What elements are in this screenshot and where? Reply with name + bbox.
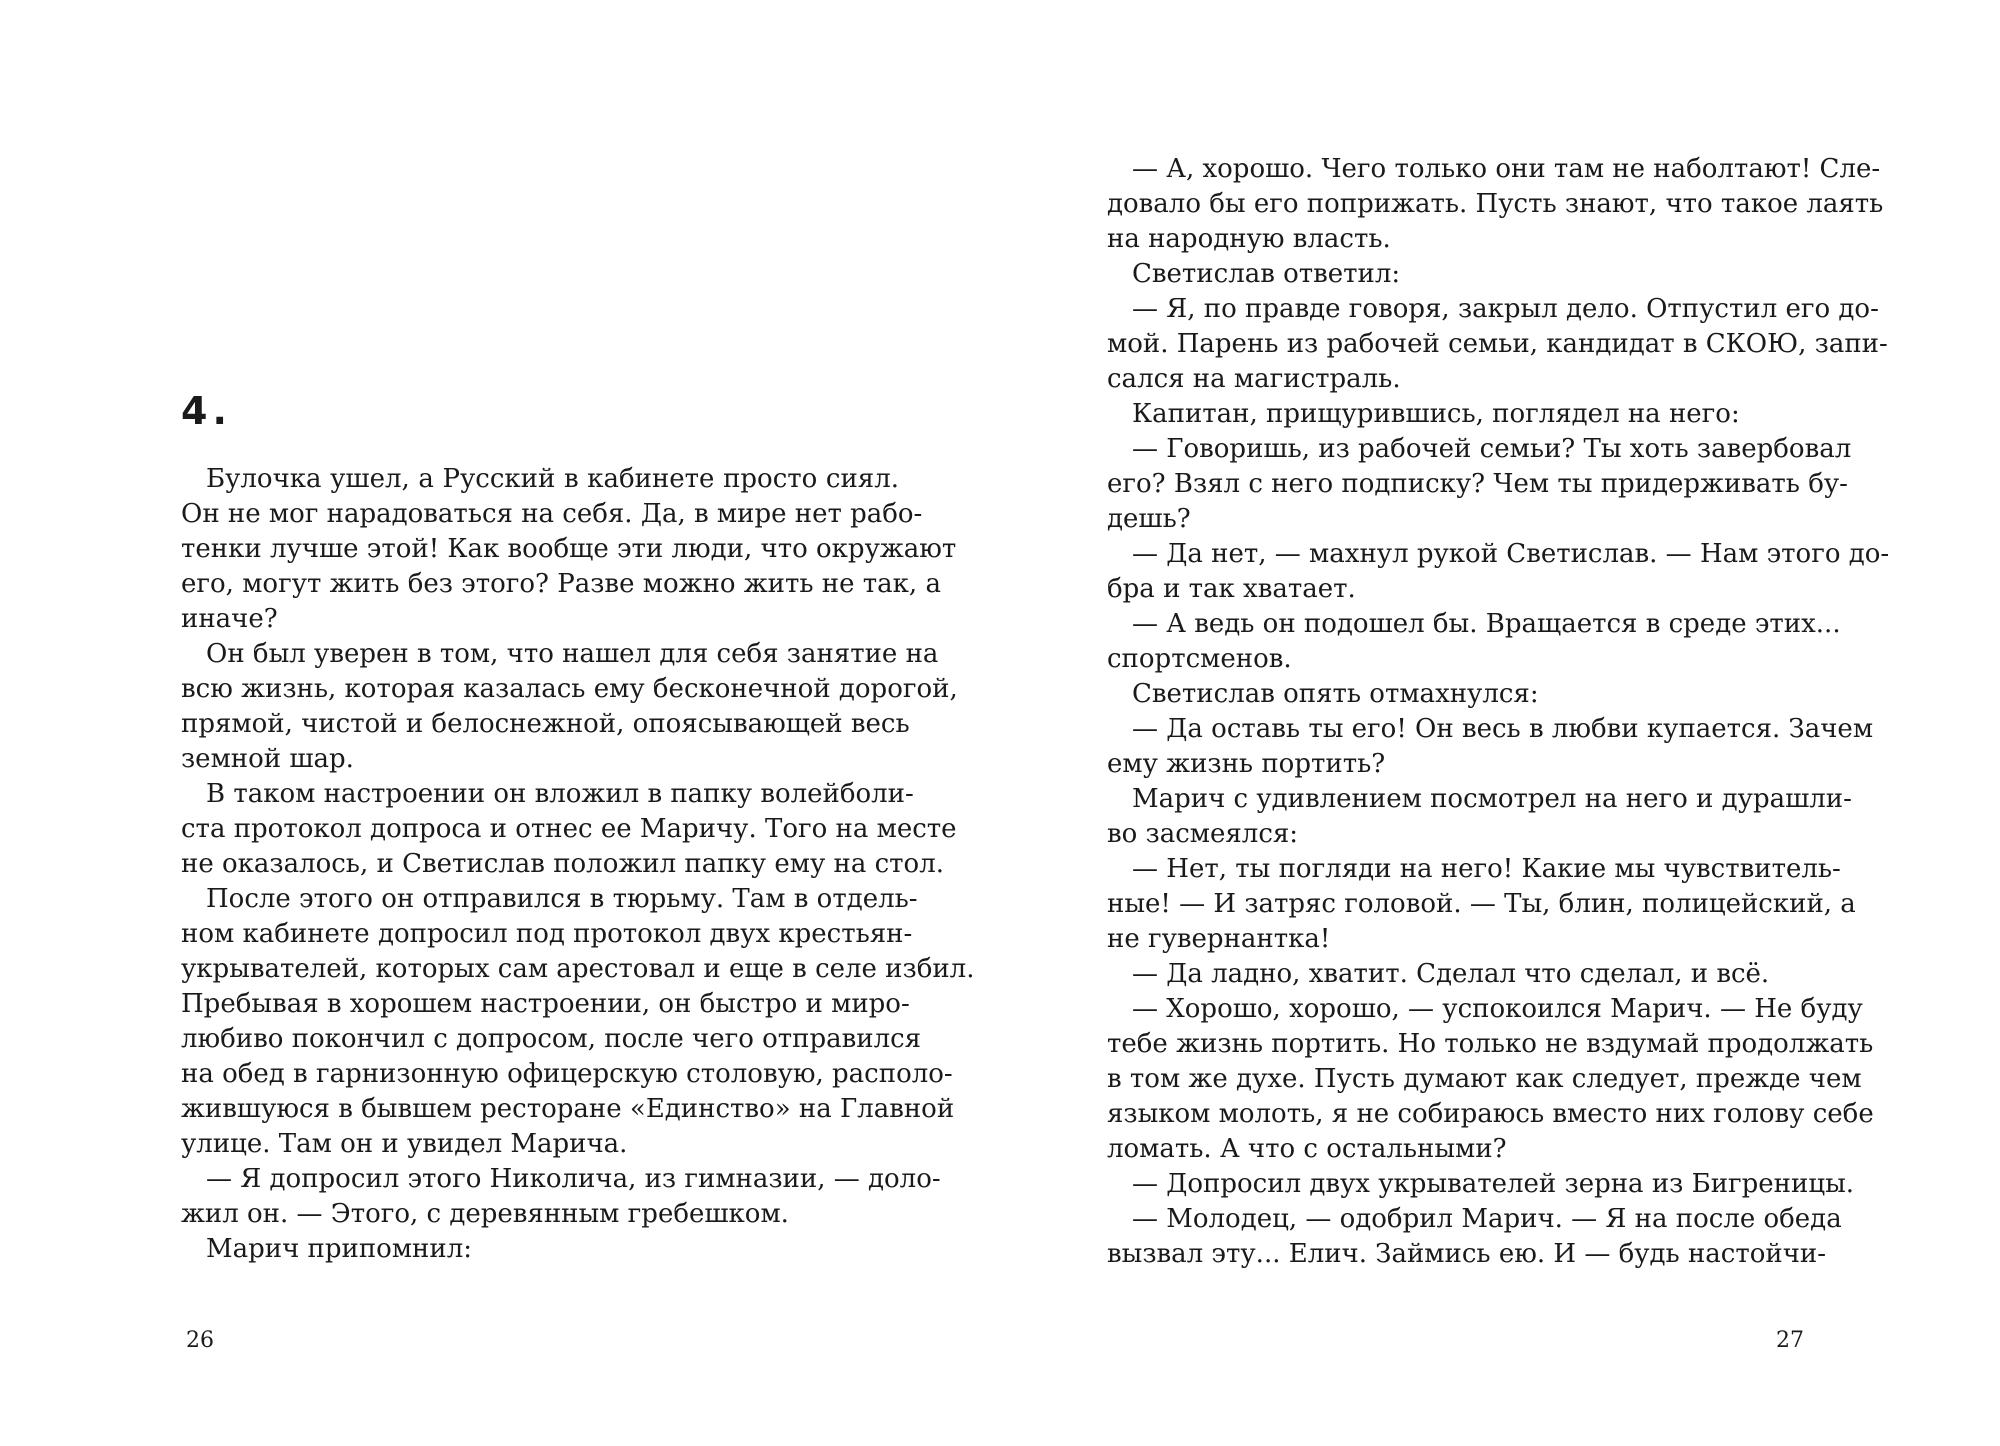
text-line: Марич с удивлением посмотрел на него и дурашли- (1132, 784, 1852, 814)
text-line: не гувернантка! (1107, 924, 1331, 954)
text-line: довало бы его поприжать. Пусть знают, что такое лаять (1107, 189, 1884, 219)
text-line: тебе жизнь портить. Но только не вздумай продолжать (1107, 1029, 1874, 1059)
text-line: тенки лучше этой! Как вообще эти люди, что окружают (181, 534, 957, 564)
text-line: укрывателей, которых сам арестовал и еще в селе избил. (181, 954, 975, 984)
text-line: Пребывая в хорошем настроении, он быстро и миро- (181, 989, 910, 1019)
text-line: жил он. — Этого, с деревянным гребешком. (181, 1199, 789, 1229)
left-page-text (181, 462, 975, 1267)
text-line: на народную власть. (1107, 224, 1391, 254)
text-line: жившуюся в бывшем ресторане «Единство» на Главной (181, 1094, 955, 1124)
text-line: во засмеялся: (1107, 819, 1299, 849)
chapter-heading: 4. (181, 389, 232, 433)
text-line: любиво покончил с допросом, после чего отправился (181, 1024, 922, 1054)
text-line: ему жизнь портить? (1107, 749, 1386, 779)
text-line: ломать. А что с остальными? (1107, 1134, 1507, 1164)
text-line: — Я, по правде говоря, закрыл дело. Отпустил его до- (1132, 294, 1879, 324)
text-line: — Хорошо, хорошо, — успокоился Марич. — Не буду (1132, 994, 1863, 1024)
text-line: Капитан, прищурившись, поглядел на него: (1132, 399, 1740, 429)
text-line: прямой, чистой и белоснежной, опоясывающей весь (181, 709, 910, 739)
text-line: всю жизнь, которая казалась ему бесконечной дорогой, (181, 674, 958, 704)
text-line: улице. Там он и увидел Марича. (181, 1129, 628, 1159)
text-line: сался на магистраль. (1107, 364, 1401, 394)
text-line: Булочка ушел, а Русский в кабинете просто сиял. (206, 464, 899, 494)
text-line: После этого он отправился в тюрьму. Там в отдель- (206, 884, 918, 914)
text-line: дешь? (1107, 504, 1191, 534)
text-line: — Допросил двух укрывателей зерна из Бигреницы. (1132, 1169, 1855, 1199)
page-number-right: 27 (1776, 1328, 1804, 1353)
text-line: ном кабинете допросил под протокол двух крестьян- (181, 919, 913, 949)
text-line: — А ведь он подошел бы. Вращается в среде этих... (1132, 609, 1841, 639)
text-line: вызвал эту... Елич. Займись ею. И — будь настойчи- (1107, 1239, 1827, 1269)
text-line: — А, хорошо. Чего только они там не наболтают! Сле- (1132, 154, 1881, 184)
text-line: — Я допросил этого Николича, из гимназии, — доло- (206, 1164, 941, 1194)
text-line: не оказалось, и Светислав положил папку ему на стол. (181, 849, 944, 879)
text-line: — Молодец, — одобрил Марич. — Я на после обеда (1132, 1204, 1842, 1234)
text-line: Он был уверен в том, что нашел для себя занятие на (206, 639, 939, 669)
text-line: на обед в гарнизонную офицерскую столовую, располо- (181, 1059, 953, 1089)
text-line: языком молоть, я не собираюсь вместо них голову себе (1107, 1099, 1874, 1129)
text-line: спортсменов. (1107, 644, 1292, 674)
text-line: В таком настроении он вложил в папку волейболи- (206, 779, 914, 809)
right-page-text (1107, 152, 1890, 1272)
page-number-left: 26 (186, 1328, 214, 1353)
text-line: ные! — И затряс головой. — Ты, блин, полицейский, а (1107, 889, 1856, 919)
text-line: — Да оставь ты его! Он весь в любви купается. Зачем (1132, 714, 1874, 744)
text-line: иначе? (181, 604, 278, 634)
text-line: земной шар. (181, 744, 354, 774)
text-line: бра и так хватает. (1107, 574, 1356, 604)
text-line: Он не мог нарадоваться на себя. Да, в мире нет рабо- (181, 499, 923, 529)
text-line: в том же духе. Пусть думают как следует, прежде чем (1107, 1064, 1862, 1094)
text-line: мой. Парень из рабочей семьи, кандидат в СКОЮ, запи- (1107, 329, 1888, 359)
text-line: его, могут жить без этого? Разве можно жить не так, а (181, 569, 941, 599)
text-line: — Да ладно, хватит. Сделал что сделал, и всё. (1132, 959, 1770, 989)
text-line: Светислав опять отмахнулся: (1132, 679, 1539, 709)
text-line: — Нет, ты погляди на него! Какие мы чувствитель- (1132, 854, 1841, 884)
text-line: — Да нет, — махнул рукой Светислав. — Нам этого до- (1132, 539, 1890, 569)
text-line: Светислав ответил: (1132, 259, 1401, 289)
text-line: Марич припомнил: (206, 1234, 472, 1264)
text-line: его? Взял с него подписку? Чем ты придерживать бу- (1107, 469, 1848, 499)
text-line: — Говоришь, из рабочей семьи? Ты хоть завербовал (1132, 434, 1852, 464)
right-page (1000, 0, 2000, 1446)
text-line: ста протокол допроса и отнес ее Маричу. Того на месте (181, 814, 957, 844)
